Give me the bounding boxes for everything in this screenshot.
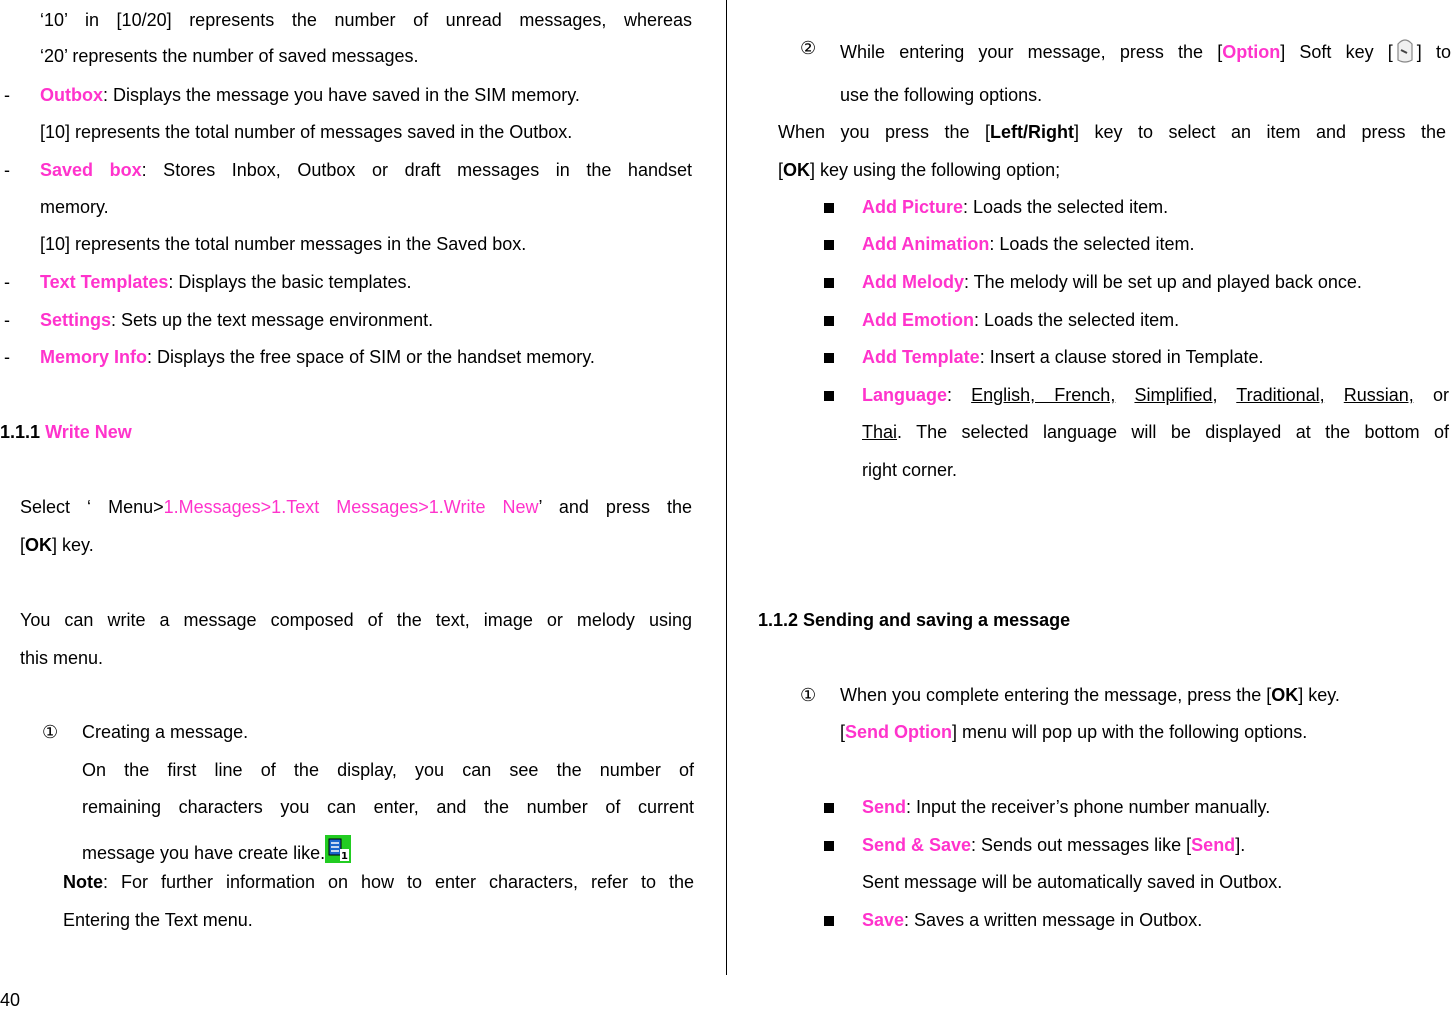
option-desc: : Loads the selected item. <box>973 310 1180 330</box>
settings-desc: : Sets up the text message environment. <box>111 310 434 330</box>
saved-box-item <box>40 160 692 181</box>
step-1-number: ① <box>42 722 59 742</box>
send-option-label: Send Option <box>845 722 953 742</box>
menu-path: 1.Messages>1.Text Messages>1.Write New <box>163 497 539 517</box>
option-desc: : The melody will be set up and played back once. <box>964 272 1362 292</box>
option-title: Add Emotion <box>862 310 974 330</box>
note-line-2: Entering the Text menu. <box>63 910 253 930</box>
option-add-template <box>862 347 1264 368</box>
section-heading-write-new <box>0 422 132 443</box>
send-option-save <box>862 910 1202 931</box>
ok-key-label: OK <box>25 535 53 555</box>
language-or: or <box>1432 385 1449 405</box>
send-step-1-line-1 <box>840 685 1340 706</box>
send-save-note: Sent message will be automatically saved in Outbox. <box>862 872 1283 892</box>
saved-box-title: Saved box <box>40 160 142 180</box>
bullet-square <box>824 841 834 851</box>
option-desc: : Loads the selected item. <box>963 197 1169 217</box>
send-option-desc: : Saves a written message in Outbox. <box>904 910 1203 930</box>
language-russian: Russian, <box>1343 385 1414 405</box>
text-templates-desc: : Displays the basic templates. <box>168 272 412 292</box>
memory-info-item <box>40 347 595 368</box>
dash-bullet: - <box>4 272 10 292</box>
page-number: 40 <box>0 990 21 1010</box>
option-title: Add Melody <box>862 272 964 292</box>
language-thai: Thai <box>862 422 898 442</box>
when-suffix: ] key to select an item and press the <box>1074 122 1446 142</box>
send-option-title: Save <box>862 910 905 930</box>
send-option-send-save <box>862 835 1245 856</box>
option-add-picture <box>862 197 1168 218</box>
send-option-title: Send & Save <box>862 835 972 855</box>
settings-title: Settings <box>40 310 112 330</box>
memory-info-desc: : Displays the free space of SIM or the handset memory. <box>147 347 595 367</box>
step-2-prefix: While entering your message, press the [ <box>840 42 1223 62</box>
select-prefix: Select ‘ Menu> <box>20 497 164 517</box>
language-english-french: English, French, <box>971 385 1116 405</box>
intro-line-1: ‘10’ in [10/20] represents the number of unread messages, whereas <box>40 10 692 30</box>
message-counter-icon <box>325 835 351 863</box>
option-title: Add Picture <box>862 197 964 217</box>
note-label: Note <box>63 872 103 892</box>
bracket-open: [ <box>840 722 846 742</box>
send-save-suffix: ]. <box>1235 835 1246 855</box>
step-1-title: Creating a message. <box>82 722 249 742</box>
dash-bullet: - <box>4 85 10 105</box>
ok-key-line <box>20 535 94 556</box>
send-option-suffix: ] menu will pop up with the following options. <box>952 722 1308 742</box>
send-link-label: Send <box>1191 835 1236 855</box>
memory-info-title: Memory Info <box>40 347 148 367</box>
send-step-1-number: ① <box>800 685 817 705</box>
left-right-key-label: Left/Right <box>990 122 1074 142</box>
when-prefix: When you press the [ <box>778 122 991 142</box>
select-instruction <box>20 497 692 518</box>
compose-line-1: You can write a message composed of the text, image or melody using <box>20 610 692 630</box>
option-add-animation <box>862 234 1194 255</box>
ok-key-suffix: ] key. <box>52 535 94 555</box>
bullet-square <box>824 278 834 288</box>
option-title: Add Template <box>862 347 980 367</box>
option-add-emotion <box>862 310 1179 331</box>
step-1-line-2: remaining characters you can enter, and the number of current <box>82 797 694 817</box>
option-title: Add Animation <box>862 234 990 254</box>
text-templates-item <box>40 272 411 293</box>
option-desc: : Insert a clause stored in Template. <box>979 347 1264 367</box>
step-1-line-3 <box>82 835 351 864</box>
svg-text:1: 1 <box>341 851 349 862</box>
send-option-desc: : Input the receiver’s phone number manually. <box>906 797 1271 817</box>
language-traditional: Traditional, <box>1236 385 1325 405</box>
option-language <box>862 385 1449 406</box>
when-line-2-suffix: ] key using the following option; <box>810 160 1061 180</box>
text-templates-title: Text Templates <box>40 272 169 292</box>
language-line-3: right corner. <box>862 460 958 480</box>
section-title: Write New <box>45 422 132 442</box>
step-1-line-1: On the first line of the display, you can see the number of <box>82 760 694 780</box>
bullet-square <box>824 391 834 401</box>
bullet-square <box>824 203 834 213</box>
step-2-line-2: use the following options. <box>840 85 1043 105</box>
step-2-mid: ] Soft key [ <box>1280 42 1393 62</box>
compose-line-2: this menu. <box>20 648 104 668</box>
dash-bullet: - <box>4 160 10 180</box>
ok-key-label: OK <box>783 160 811 180</box>
option-desc: : Loads the selected item. <box>989 234 1195 254</box>
send-save-desc: : Sends out messages like [ <box>971 835 1192 855</box>
note-line-1 <box>63 872 694 893</box>
language-line-2 <box>862 422 1449 443</box>
bullet-square <box>824 316 834 326</box>
bullet-square <box>824 240 834 250</box>
outbox-note: [10] represents the total number of messages saved in the Outbox. <box>40 122 573 142</box>
section-heading-sending: 1.1.2 Sending and saving a message <box>758 610 1071 630</box>
outbox-item <box>40 85 580 106</box>
step-1-line-3-text: message you have create like. <box>82 843 326 863</box>
bracket-open: [ <box>778 160 784 180</box>
language-desc: . The selected language will be displayed at the bottom of <box>897 422 1449 442</box>
send-step-suffix: ] key. <box>1298 685 1340 705</box>
language-title: Language <box>862 385 948 405</box>
when-line-2 <box>778 160 1060 181</box>
ok-key-label: OK <box>1271 685 1299 705</box>
soft-key-icon <box>1395 38 1415 64</box>
send-option-title: Send <box>862 797 907 817</box>
language-colon: : <box>947 385 972 405</box>
send-step-1-line-2 <box>840 722 1307 743</box>
when-line-1 <box>778 122 1446 143</box>
bullet-square <box>824 803 834 813</box>
option-add-melody <box>862 272 1362 293</box>
bracket-open: [ <box>20 535 26 555</box>
outbox-title: Outbox <box>40 85 103 105</box>
section-number: 1.1.1 <box>0 422 41 442</box>
saved-box-desc-2: memory. <box>40 197 109 217</box>
language-simplified: Simplified, <box>1134 385 1218 405</box>
note-text: : For further information on how to enter characters, refer to the <box>103 872 694 892</box>
send-option-send <box>862 797 1270 818</box>
step-2-number: ② <box>800 38 817 58</box>
step-2-suffix: ] to <box>1416 42 1451 62</box>
select-suffix: ’ and press the <box>538 497 693 517</box>
dash-bullet: - <box>4 347 10 367</box>
saved-box-note: [10] represents the total number messages in the Saved box. <box>40 234 527 254</box>
settings-item <box>40 310 433 331</box>
send-step-prefix: When you complete entering the message, press the [ <box>840 685 1272 705</box>
saved-box-desc: : Stores Inbox, Outbox or draft messages in the handset <box>141 160 692 180</box>
intro-line-2: ‘20’ represents the number of saved messages. <box>40 46 419 66</box>
bullet-square <box>824 916 834 926</box>
column-divider <box>726 0 727 975</box>
outbox-desc: : Displays the message you have saved in the SIM memory. <box>103 85 580 105</box>
bullet-square <box>824 353 834 363</box>
dash-bullet: - <box>4 310 10 330</box>
step-2-line-1 <box>840 38 1451 64</box>
option-key-label: Option <box>1222 42 1281 62</box>
